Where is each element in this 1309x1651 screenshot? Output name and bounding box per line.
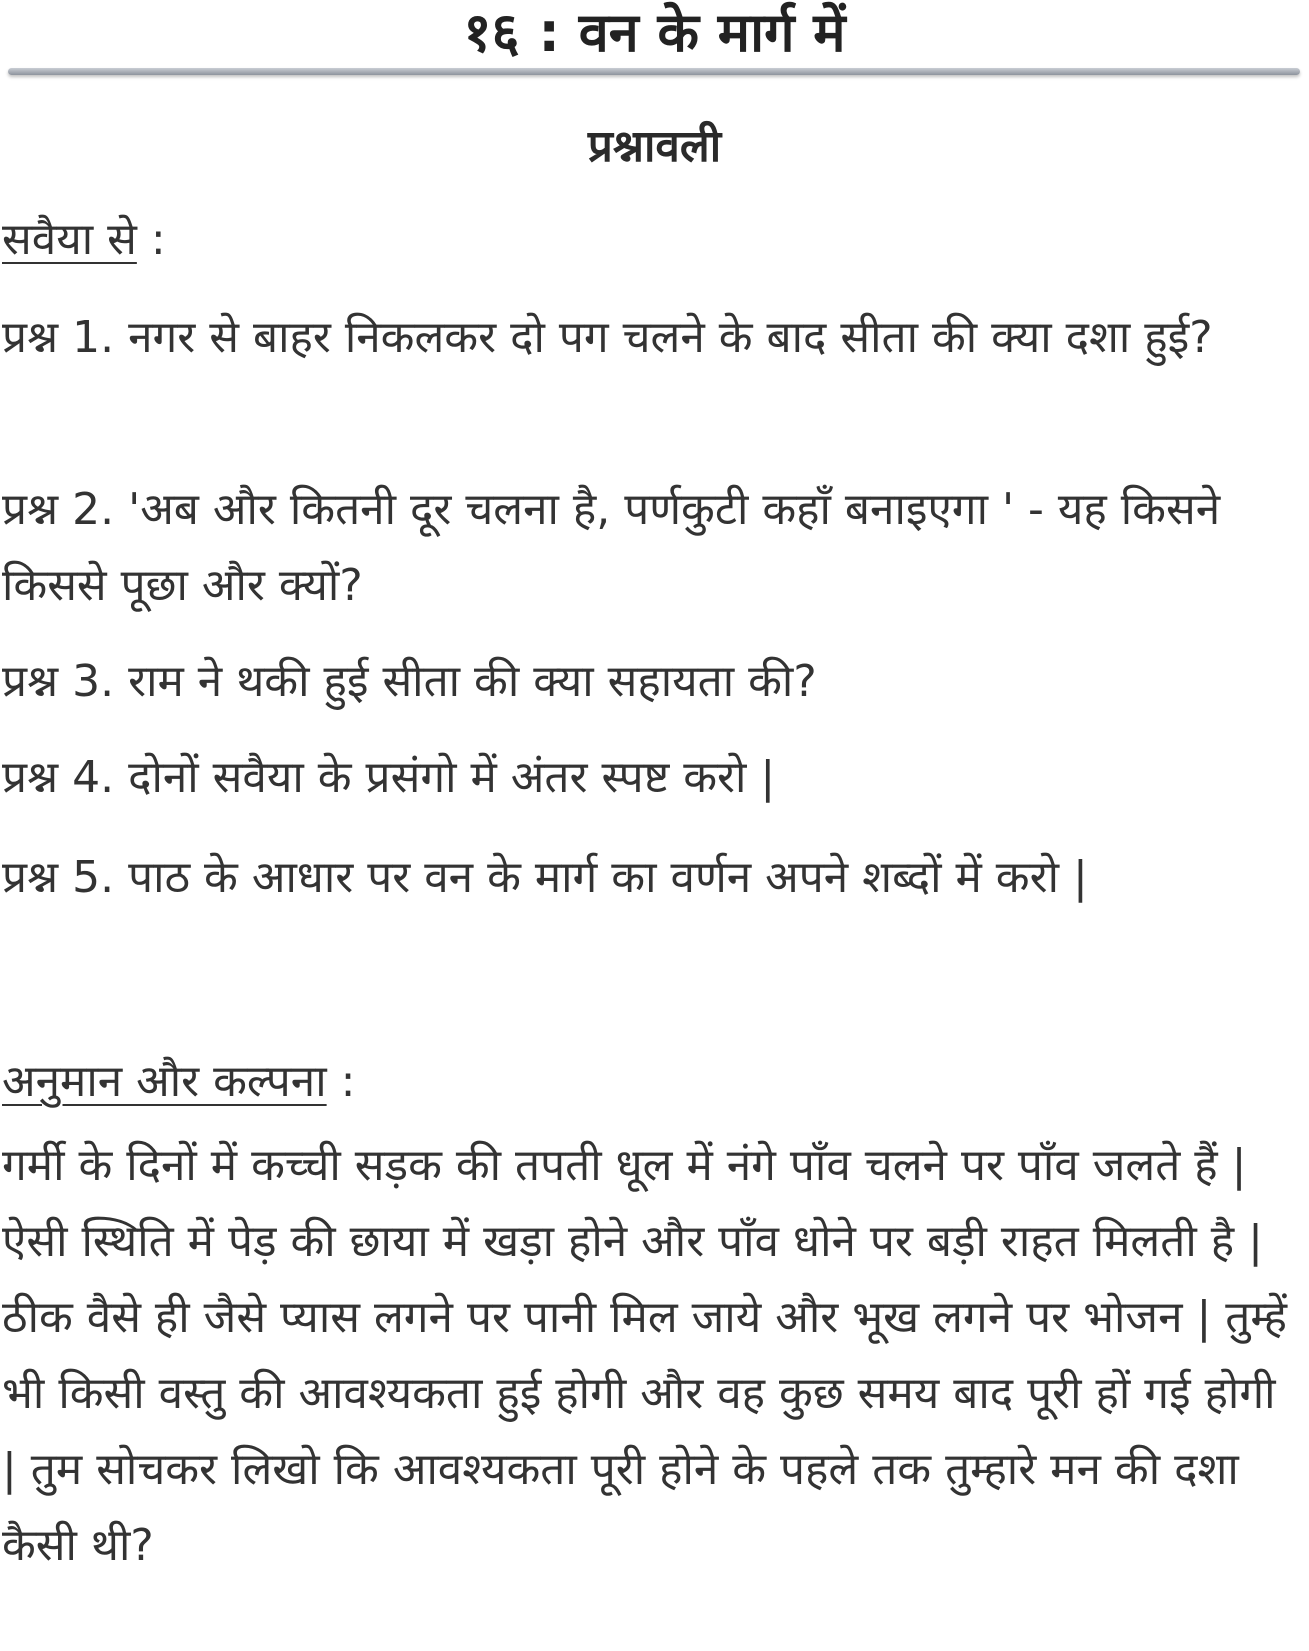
section-heading-text: अनुमान और कल्पना xyxy=(2,1056,327,1107)
question-text: प्रश्न 4. दोनों सवैया के प्रसंगो में अंतर स्पष्ट करो | xyxy=(2,752,776,803)
question-text: प्रश्न 2. 'अब और कितनी दूर चलना है, पर्णकुटी कहाँ बनाइएगा ' - यह किसने किससे पूछा और क्यों? xyxy=(2,484,1221,611)
question-text: प्रश्न 3. राम ने थकी हुई सीता की क्या सहायता की? xyxy=(2,656,817,707)
question-item xyxy=(2,472,1302,624)
paragraph-text: गर्मी के दिनों में कच्ची सड़क की तपती धूल में नंगे पाँव चलने पर पाँव जलते हैं | ऐसी स्थिति में पेड़ की छाया में खड़ा होने और पाँव धोने पर बड़ी राहत मिलती है | ठीक वैसे ही जैसे प्यास लगने पर पानी मिल जाये और भूख लगने पर भोजन | तुम्हें भी किसी वस्तु की आवश्यकता हुई होगी और वह कुछ समय बाद पूरी हों गई होगी | तुम सोचकर लिखो कि आवश्यकता पूरी होने के पहले तक तुम्हारे मन की दशा कैसी थी? xyxy=(2,1140,1288,1571)
question-item xyxy=(2,740,1302,816)
question-text: प्रश्न 5. पाठ के आधार पर वन के मार्ग का वर्णन अपने शब्दों में करो | xyxy=(2,852,1088,903)
question-text: प्रश्न 1. नगर से बाहर निकलकर दो पग चलने के बाद सीता की क्या दशा हुई? xyxy=(2,312,1213,363)
chapter-title: १६ : वन के मार्ग में xyxy=(463,1,846,64)
title-divider xyxy=(8,68,1300,75)
section-heading-colon: : xyxy=(326,1056,356,1107)
section-heading-anumaan xyxy=(2,1044,1302,1120)
section-heading-savaiya xyxy=(2,202,1302,278)
page-subtitle: प्रश्नावली xyxy=(587,121,722,172)
exercise-paragraph xyxy=(2,1128,1302,1584)
question-item xyxy=(2,300,1302,376)
section-heading-colon: : xyxy=(136,214,166,265)
section-heading-text: सवैया से xyxy=(2,214,137,265)
question-item xyxy=(2,644,1302,720)
question-item xyxy=(2,840,1302,916)
